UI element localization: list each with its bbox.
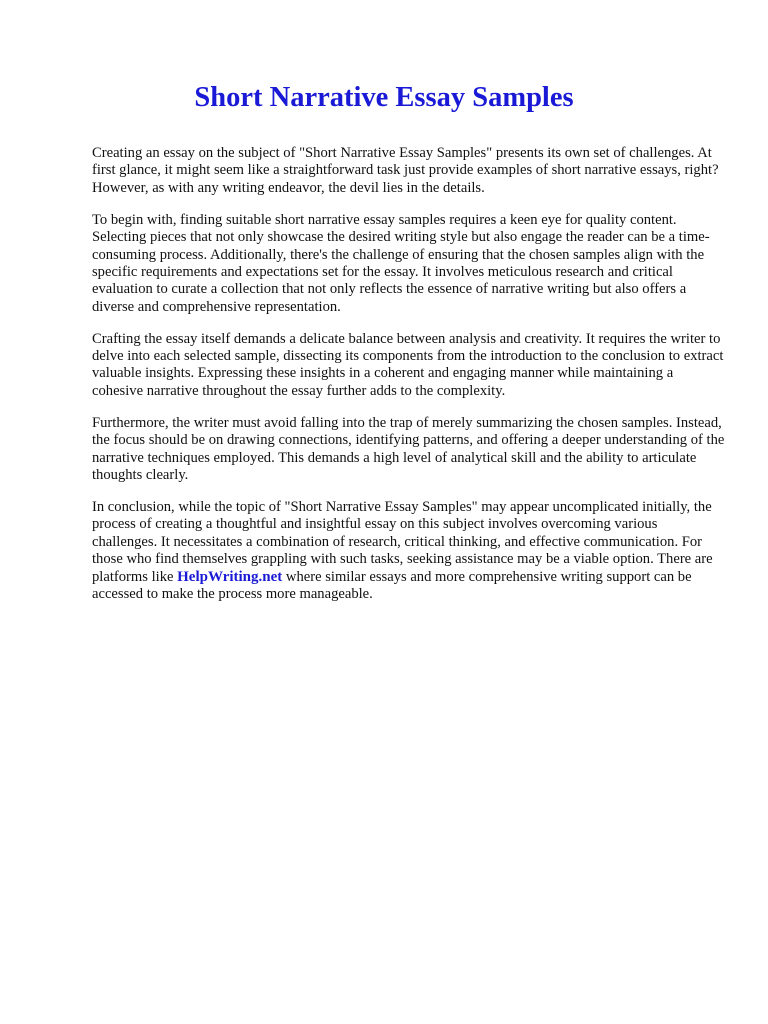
- paragraph-intro: Creating an essay on the subject of "Short Narrative Essay Samples" presents its own set of challenges. At first glance, it might seem like a straightforward task just provide examples of short narrative essays, right? However, as with any writing endeavor, the devil lies in the details.: [92, 145, 719, 196]
- paragraph-finding-samples: To begin with, finding suitable short narrative essay samples requires a keen eye for quality content. Selecting pieces that not only showcase the desired writing style but also engage the reader can be a time-consuming process. Additionally, there's the challenge of ensuring that the chosen samples align with the specific requirements and expectations set for the essay. It involves meticulous research and critical evaluation to curate a collection that not only reflects the essence of narrative writing but also offers a diverse and comprehensive representation.: [92, 211, 710, 315]
- conclusion-text-before-link: In conclusion, while the topic of "Short Narrative Essay Samples" may appear uncomplicated initially, the process of creating a thoughtful and insightful essay on this subject involves overcoming various challenges. It necessitates a combination of research, critical thinking, and effective communication. For those who find themselves grappling with such tasks, seeking assistance may be a viable option. There are platforms like: [92, 498, 713, 585]
- paragraph-avoid-summarizing: Furthermore, the writer must avoid falling into the trap of merely summarizing the chosen samples. Instead, the focus should be on drawing connections, identifying patterns, and offering a deeper understanding of the narrative techniques employed. This demands a high level of analytical skill and the ability to articulate thoughts clearly.: [92, 414, 725, 483]
- paragraph-conclusion: [92, 499, 726, 603]
- document-body: [92, 145, 726, 618]
- document-title: Short Narrative Essay Samples: [194, 82, 574, 113]
- helpwriting-link[interactable]: HelpWriting.net: [177, 568, 283, 585]
- conclusion-text-after-link: where similar essays and more comprehensive writing support can be accessed to make the process more manageable.: [92, 568, 692, 602]
- paragraph-crafting-essay: Crafting the essay itself demands a delicate balance between analysis and creativity. It requires the writer to delve into each selected sample, dissecting its components from the introduction to the conclusion to extract valuable insights. Expressing these insights in a coherent and engaging manner while maintaining a cohesive narrative throughout the essay further adds to the complexity.: [92, 330, 724, 399]
